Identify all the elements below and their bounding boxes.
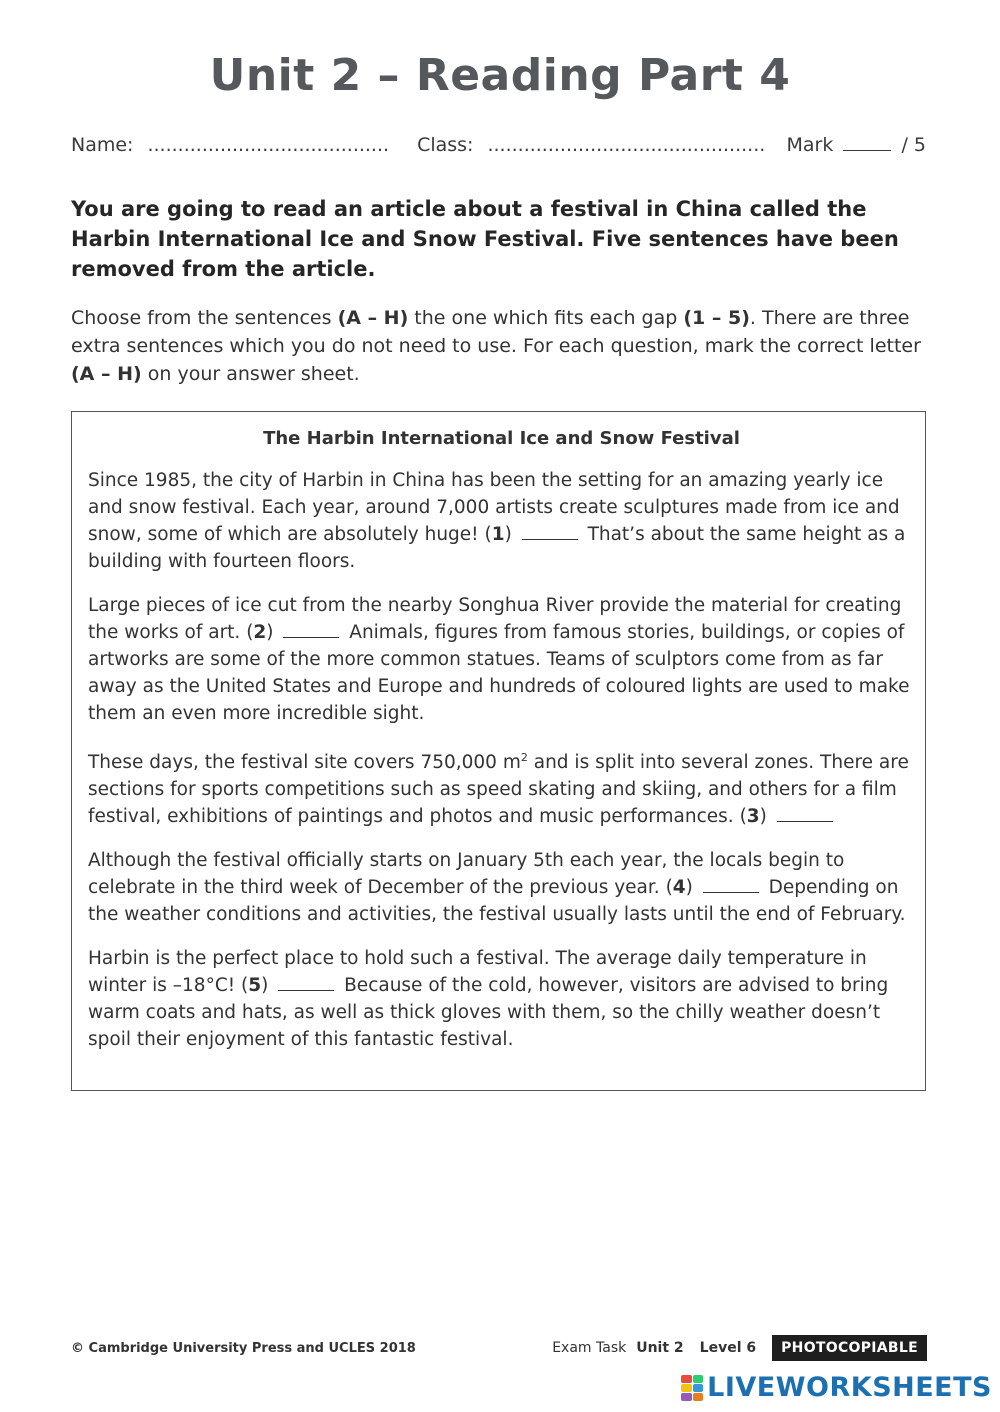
instr-text-1: Choose from the sentences bbox=[71, 307, 338, 329]
para2-text-c: Animals, figures from famous stories, buildings, or copies of artworks are some of the more common statues. Teams of sculptors come from as far away as the United States and Europe and hundreds of coloured lights are used to make them an even more incredible sight. bbox=[88, 622, 910, 724]
article-paragraph-3 bbox=[88, 744, 915, 830]
unit-label: Unit 2 bbox=[636, 1340, 684, 1356]
para2-text-b: ) bbox=[266, 622, 280, 643]
para4-text-a: Although the festival officially starts on January 5th each year, the locals begin to celebrate in the third week of December of the previous year. ( bbox=[88, 850, 845, 899]
instr-text-2: the one which fits each gap bbox=[408, 307, 684, 329]
gap-number-3: 3 bbox=[746, 806, 760, 828]
copyright-notice: © Cambridge University Press and UCLES 2018 bbox=[71, 1341, 416, 1356]
liveworksheets-logo[interactable] bbox=[681, 1372, 992, 1403]
instr-text-3: . There are three extra sentences which you do not need to use. For each question, mark the correct letter bbox=[71, 307, 921, 357]
gap-number-1: 1 bbox=[491, 524, 505, 545]
para1-text-b: ) bbox=[504, 524, 518, 545]
gap-5-blank[interactable] bbox=[278, 976, 334, 991]
para2-text-a: Large pieces of ice cut from the nearby Songhua River provide the material for creating the works of art. ( bbox=[88, 595, 902, 643]
instr-bold-2: (1 – 5) bbox=[683, 307, 750, 329]
liveworksheets-text: LIVEWORKSHEETS bbox=[707, 1372, 992, 1403]
gap-number-5: 5 bbox=[248, 975, 262, 997]
instr-text-4: on your answer sheet. bbox=[141, 363, 360, 385]
squared-superscript: 2 bbox=[520, 751, 528, 764]
para3-text-c: ) bbox=[759, 806, 773, 828]
gap-1-blank[interactable] bbox=[522, 525, 578, 540]
instr-bold-3: (A – H) bbox=[71, 363, 142, 385]
level-label: Level 6 bbox=[699, 1340, 757, 1356]
instr-bold-1: (A – H) bbox=[337, 307, 409, 329]
article-paragraph-5 bbox=[88, 945, 915, 1053]
photocopiable-badge: PHOTOCOPIABLE bbox=[772, 1335, 927, 1361]
student-info-row bbox=[71, 134, 926, 156]
para5-text-b: ) bbox=[261, 975, 275, 997]
class-label: Class: bbox=[417, 134, 474, 156]
mark-field[interactable] bbox=[843, 136, 891, 151]
gap-number-4: 4 bbox=[672, 877, 686, 899]
task-intro: You are going to read an article about a festival in China called the Harbin International Ice and Snow Festival. Five sentences have been removed from the article. bbox=[71, 197, 899, 281]
name-label: Name: bbox=[71, 134, 134, 156]
article-title: The Harbin International Ice and Snow Festival bbox=[263, 428, 740, 449]
mark-group bbox=[787, 134, 926, 156]
para3-text-b: and is split into several zones. There are sections for sports competitions such as speed skating and skiing, and others for a film festival, exhibitions of paintings and photos and music performances. ( bbox=[88, 752, 909, 828]
gap-4-blank[interactable] bbox=[703, 878, 759, 893]
gap-number-2: 2 bbox=[253, 622, 267, 643]
article-paragraph-1 bbox=[88, 467, 915, 575]
class-field[interactable]: .............................................. bbox=[487, 134, 766, 156]
para1-text-a: Since 1985, the city of Harbin in China has been the setting for an amazing yearly ice and snow festival. Each year, around 7,000 artists create sculptures made from ice and snow, some of which are absolutely huge! ( bbox=[88, 470, 900, 545]
para4-text-b: ) bbox=[685, 877, 699, 899]
para5-text-c: Because of the cold, however, visitors are advised to bring warm coats and hats, as well as thick gloves with them, so the chilly weather doesn’t spoil their enjoyment of this fantastic festival. bbox=[88, 975, 889, 1051]
para5-text-a: Harbin is the perfect place to hold such a festival. The average daily temperature in winter is –18°C! ( bbox=[88, 948, 867, 997]
mark-label: Mark bbox=[786, 134, 834, 156]
gap-2-blank[interactable] bbox=[283, 623, 339, 638]
para1-text-c: That’s about the same height as a building with fourteen floors. bbox=[88, 524, 906, 572]
name-field[interactable]: ........................................ bbox=[147, 134, 390, 156]
article-box bbox=[71, 411, 926, 1091]
liveworksheets-icon bbox=[681, 1375, 703, 1401]
footer-meta bbox=[552, 1335, 927, 1361]
gap-3-blank[interactable] bbox=[777, 807, 833, 822]
task-instructions bbox=[71, 304, 931, 388]
para4-text-c: Depending on the weather conditions and activities, the festival usually lasts until the end of February. bbox=[88, 877, 906, 926]
exam-task-label: Exam Task bbox=[552, 1340, 627, 1356]
mark-total: / 5 bbox=[901, 134, 926, 156]
article-paragraph-2 bbox=[88, 592, 915, 727]
para3-text-a: These days, the festival site covers 750,000 m bbox=[88, 752, 521, 774]
page-title: Unit 2 – Reading Part 4 bbox=[209, 50, 791, 101]
article-paragraph-4 bbox=[88, 847, 915, 928]
